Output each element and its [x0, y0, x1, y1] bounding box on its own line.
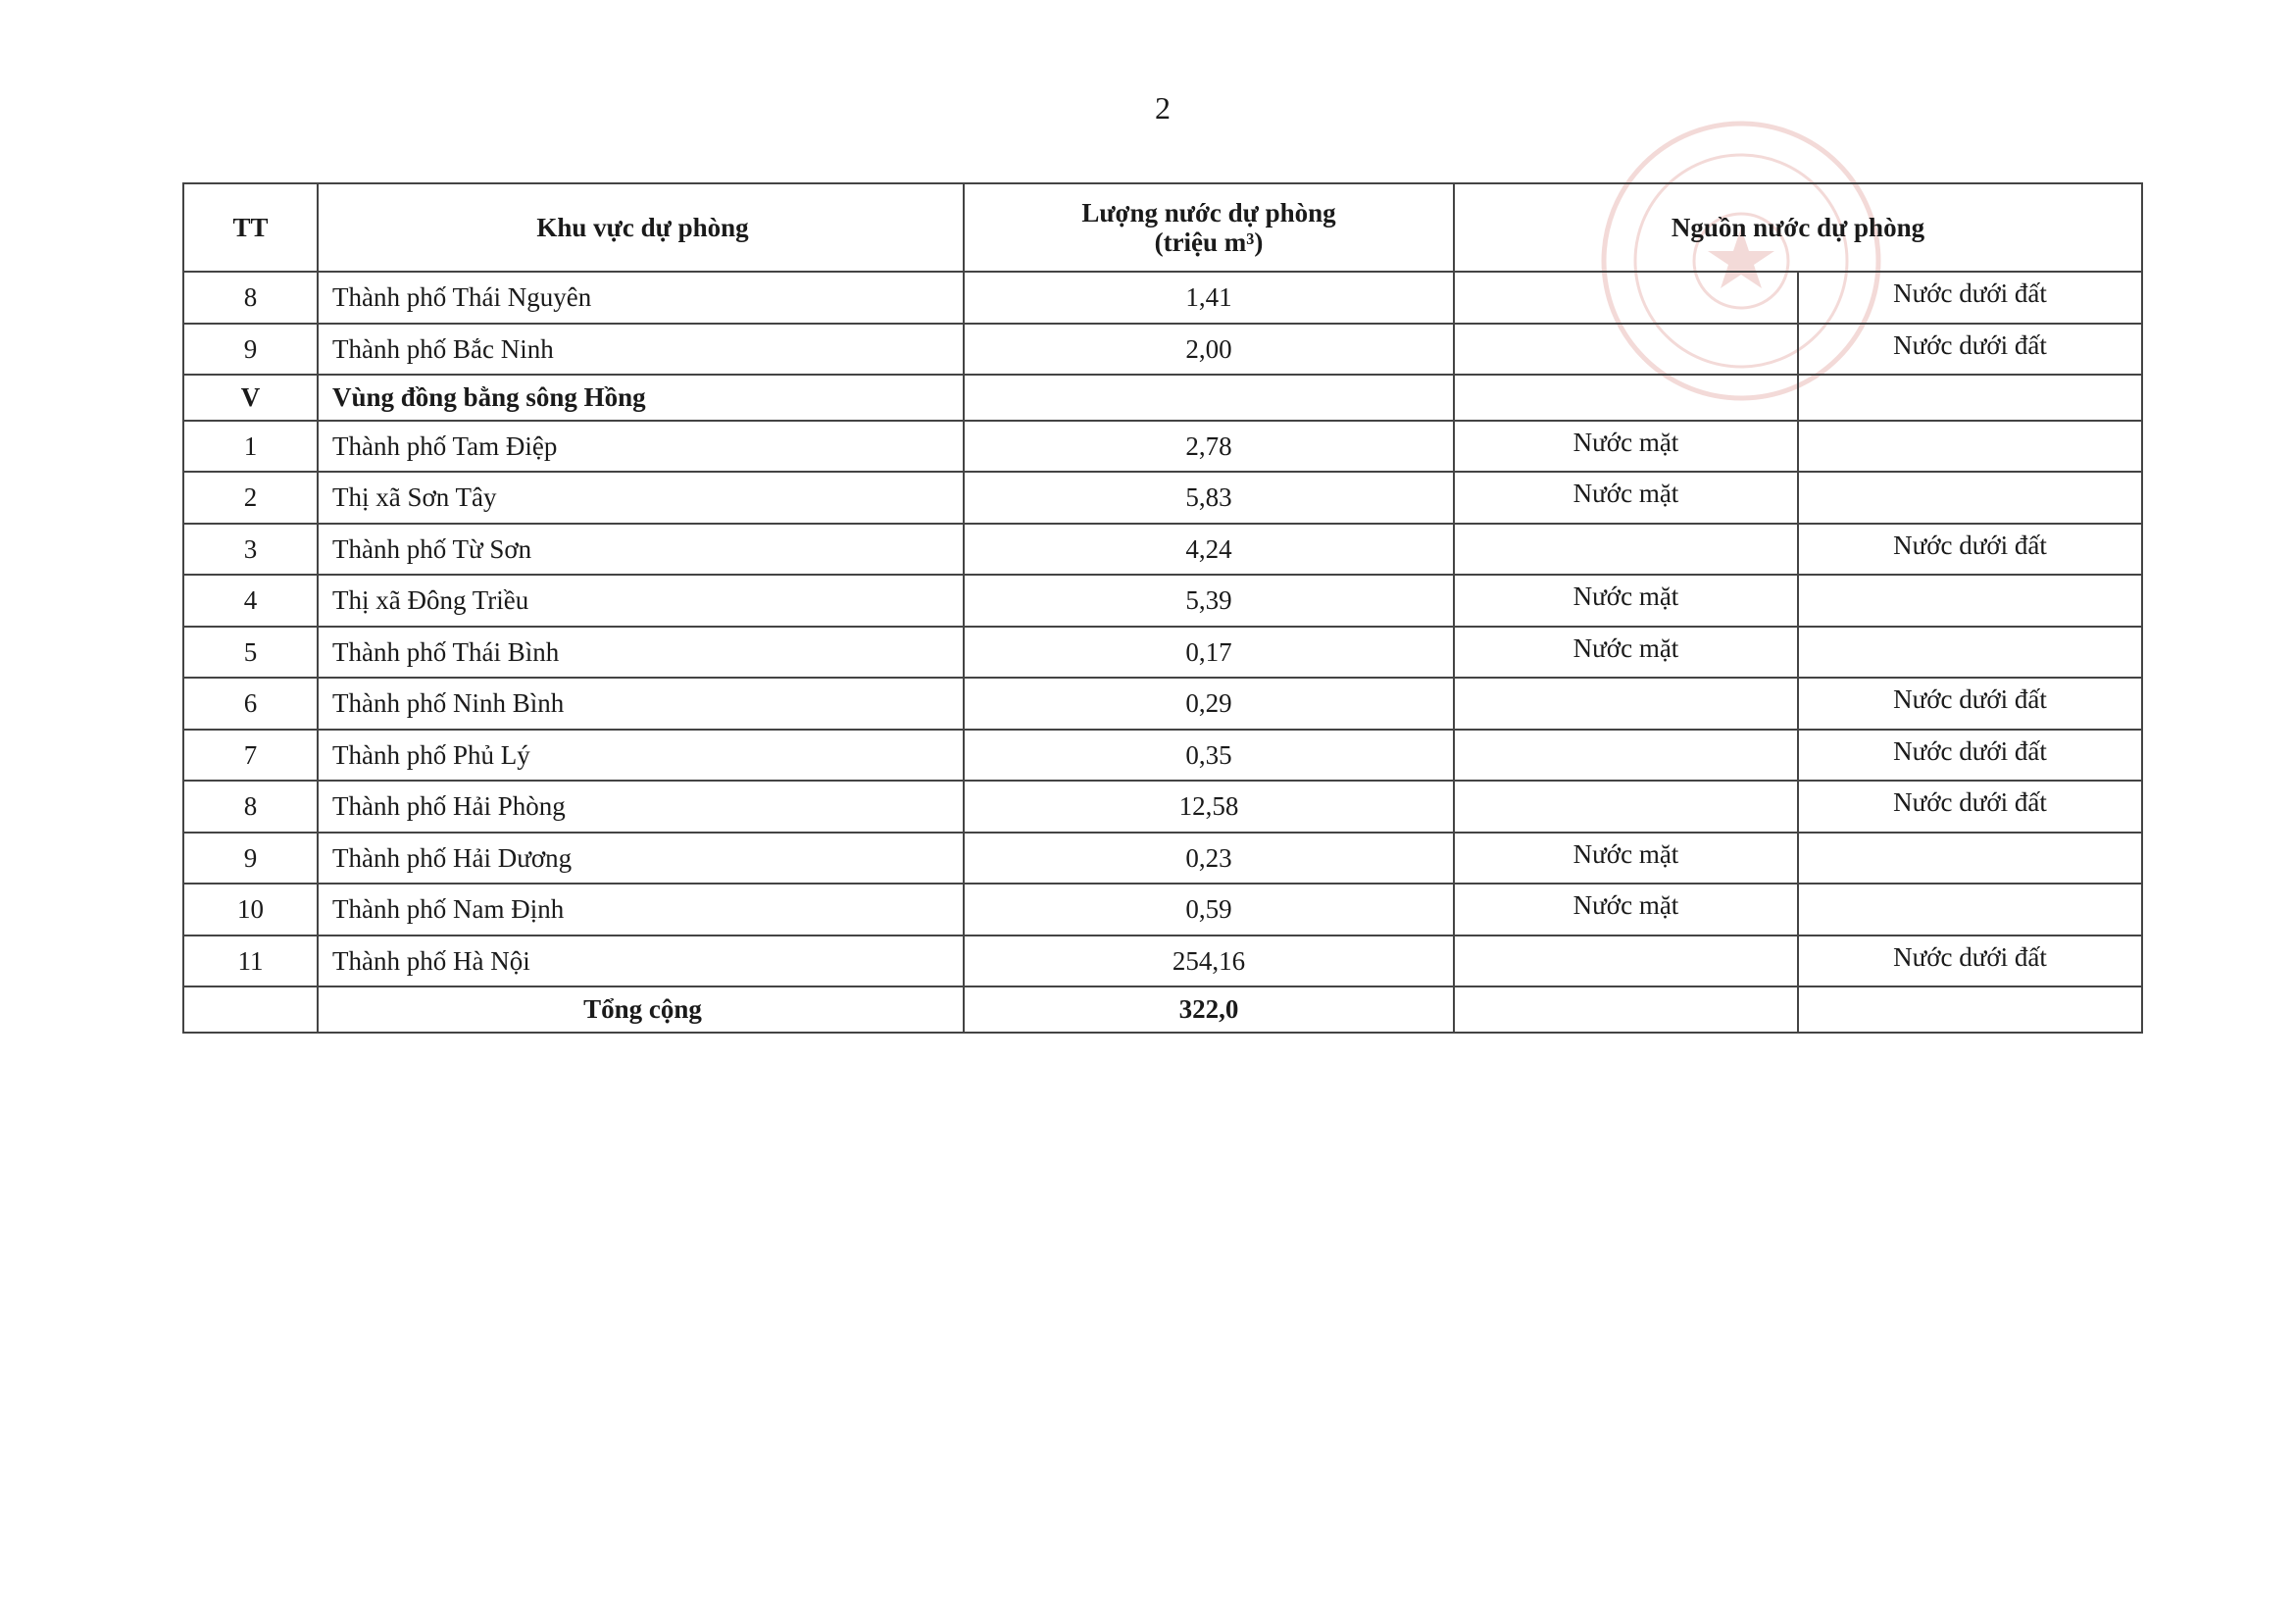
cell-surface-source [1454, 524, 1798, 576]
header-amount-line1: Lượng nước dự phòng [1081, 198, 1336, 228]
cell-ground-source [1798, 986, 2142, 1033]
cell-ground-source: Nước dưới đất [1798, 730, 2142, 782]
cell-amount [964, 375, 1454, 421]
cell-area: Thành phố Từ Sơn [318, 524, 964, 576]
cell-tt: 8 [183, 781, 318, 833]
cell-amount: 12,58 [964, 781, 1454, 833]
cell-ground-source [1798, 833, 2142, 885]
cell-area: Thành phố Thái Bình [318, 627, 964, 679]
cell-area: Thị xã Sơn Tây [318, 472, 964, 524]
region-row [183, 375, 2142, 421]
table-row [183, 935, 2142, 987]
cell-tt: 11 [183, 935, 318, 987]
header-amount-line2: (triệu m³) [1154, 228, 1264, 257]
cell-surface-source: Nước mặt [1454, 884, 1798, 935]
cell-area: Thành phố Nam Định [318, 884, 964, 935]
header-source: Nguồn nước dự phòng [1454, 183, 2142, 272]
cell-amount: 0,59 [964, 884, 1454, 935]
cell-ground-source [1798, 575, 2142, 627]
cell-surface-source [1454, 375, 1798, 421]
cell-ground-source [1798, 472, 2142, 524]
water-reserve-table [182, 182, 2143, 1034]
cell-surface-source: Nước mặt [1454, 833, 1798, 885]
cell-tt: 9 [183, 324, 318, 376]
cell-ground-source: Nước dưới đất [1798, 524, 2142, 576]
header-amount [964, 183, 1454, 272]
region-name: Vùng đồng bằng sông Hồng [318, 375, 964, 421]
page-number: 2 [1155, 90, 1171, 126]
cell-amount: 0,29 [964, 678, 1454, 730]
table-row [183, 575, 2142, 627]
table-row [183, 833, 2142, 885]
cell-surface-source [1454, 272, 1798, 324]
header-tt: TT [183, 183, 318, 272]
table-row [183, 781, 2142, 833]
cell-amount: 0,35 [964, 730, 1454, 782]
cell-amount: 1,41 [964, 272, 1454, 324]
cell-area: Thành phố Hà Nội [318, 935, 964, 987]
cell-amount: 0,23 [964, 833, 1454, 885]
total-row [183, 986, 2142, 1033]
cell-area: Thành phố Hải Dương [318, 833, 964, 885]
cell-tt: 10 [183, 884, 318, 935]
cell-tt: 5 [183, 627, 318, 679]
table-row [183, 884, 2142, 935]
cell-tt: 6 [183, 678, 318, 730]
cell-surface-source: Nước mặt [1454, 472, 1798, 524]
header-area: Khu vực dự phòng [318, 183, 964, 272]
cell-ground-source [1798, 421, 2142, 473]
cell-surface-source [1454, 730, 1798, 782]
cell-surface-source [1454, 324, 1798, 376]
cell-surface-source [1454, 935, 1798, 987]
cell-ground-source [1798, 884, 2142, 935]
water-reserve-table-container [182, 182, 2143, 1034]
cell-area: Thành phố Thái Nguyên [318, 272, 964, 324]
cell-amount: 4,24 [964, 524, 1454, 576]
cell-ground-source: Nước dưới đất [1798, 935, 2142, 987]
cell-area: Thành phố Tam Điệp [318, 421, 964, 473]
cell-surface-source: Nước mặt [1454, 575, 1798, 627]
cell-tt: 4 [183, 575, 318, 627]
cell-surface-source: Nước mặt [1454, 421, 1798, 473]
cell-area: Thành phố Hải Phòng [318, 781, 964, 833]
cell-amount: 5,39 [964, 575, 1454, 627]
cell-amount: 2,78 [964, 421, 1454, 473]
table-row [183, 678, 2142, 730]
cell-amount: 2,00 [964, 324, 1454, 376]
table-row [183, 272, 2142, 324]
cell-amount: 0,17 [964, 627, 1454, 679]
table-header-row [183, 183, 2142, 272]
cell-ground-source [1798, 375, 2142, 421]
cell-surface-source [1454, 678, 1798, 730]
cell-ground-source [1798, 627, 2142, 679]
cell-tt: 3 [183, 524, 318, 576]
cell-surface-source: Nước mặt [1454, 627, 1798, 679]
table-row [183, 472, 2142, 524]
region-number: V [183, 375, 318, 421]
cell-ground-source: Nước dưới đất [1798, 781, 2142, 833]
cell-tt: 8 [183, 272, 318, 324]
cell-amount: 5,83 [964, 472, 1454, 524]
cell-area: Thành phố Phủ Lý [318, 730, 964, 782]
cell-tt [183, 986, 318, 1033]
cell-surface-source [1454, 781, 1798, 833]
cell-tt: 9 [183, 833, 318, 885]
cell-tt: 7 [183, 730, 318, 782]
table-row [183, 730, 2142, 782]
cell-tt: 2 [183, 472, 318, 524]
table-row [183, 324, 2142, 376]
cell-area: Thành phố Bắc Ninh [318, 324, 964, 376]
table-row [183, 627, 2142, 679]
table-row [183, 421, 2142, 473]
total-amount: 322,0 [964, 986, 1454, 1033]
cell-area: Thành phố Ninh Bình [318, 678, 964, 730]
cell-ground-source: Nước dưới đất [1798, 324, 2142, 376]
cell-ground-source: Nước dưới đất [1798, 678, 2142, 730]
total-label: Tổng cộng [318, 986, 964, 1033]
cell-area: Thị xã Đông Triều [318, 575, 964, 627]
cell-surface-source [1454, 986, 1798, 1033]
cell-amount: 254,16 [964, 935, 1454, 987]
table-row [183, 524, 2142, 576]
cell-ground-source: Nước dưới đất [1798, 272, 2142, 324]
cell-tt: 1 [183, 421, 318, 473]
